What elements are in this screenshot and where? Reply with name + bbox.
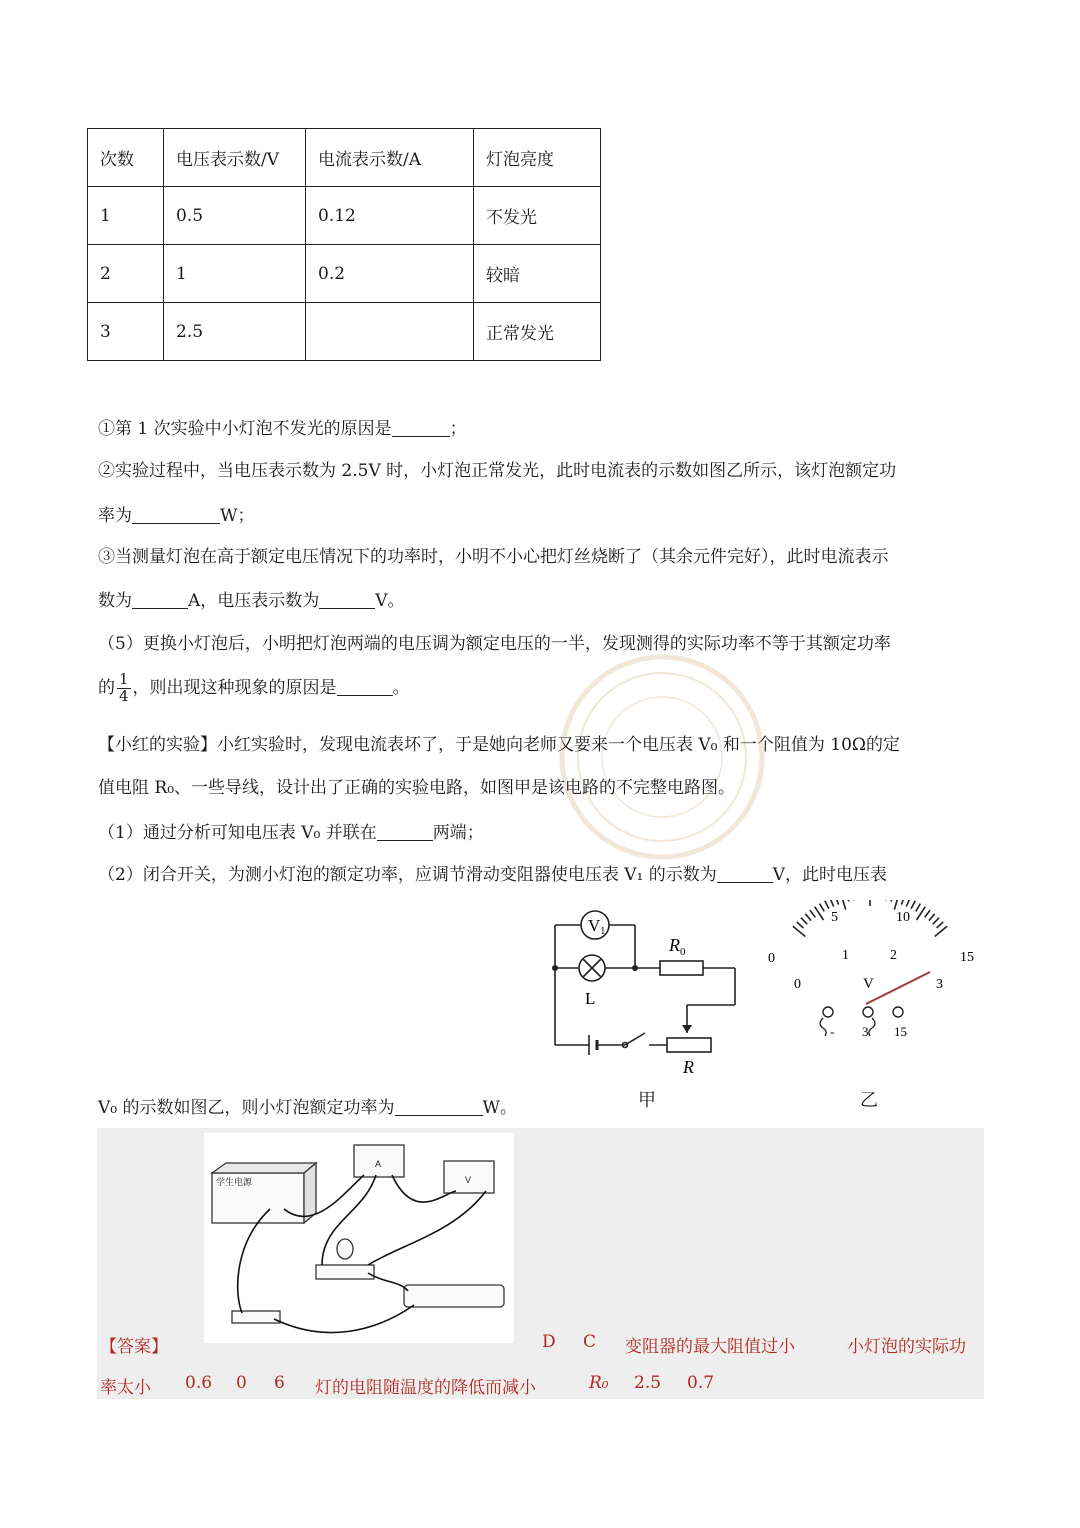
table-row [88,187,601,245]
question-text: ； [449,419,467,439]
dial-top-label: 10 [896,910,910,925]
table-cell: 3 [88,303,164,361]
answer-item: 0.6 [185,1373,213,1393]
dial-tick [906,900,910,907]
terminal-label: 15 [894,1024,907,1039]
circuit-diagram-jia [545,905,745,1080]
table-cell: 较暗 [474,245,601,303]
answer-section [97,1128,984,1399]
circuit-junction [552,965,558,971]
xiaohong-question-2-line-1 [98,866,887,884]
dial-tick [925,910,930,917]
table-row [88,245,601,303]
question-3-line-1 [98,549,889,566]
ammeter-letter: A [375,1159,382,1169]
dial-top-label: 0 [768,951,775,966]
voltmeter-letter: V [465,1175,472,1185]
watermark-seal [555,650,770,865]
answer-blank [337,679,393,696]
fraction-denominator: 4 [119,686,129,705]
answer-item: 0.7 [687,1373,715,1393]
question-text: ①第 1 次实验中小灯泡不发光的原因是 [98,419,392,439]
question-text: A，电压表示数为 [188,591,320,611]
answer-item: 2.5 [634,1373,662,1393]
dial-tick [894,900,899,910]
switch-lever [625,1033,645,1045]
question-5-line-2 [98,672,410,705]
table-header-cell: 电压表示数/V [164,129,306,187]
dial-tick [805,914,811,921]
rheostat-symbol [667,1038,711,1052]
table-cell: 不发光 [474,187,601,245]
question-text: V，此时电压表 [772,865,887,885]
dial-tick [841,900,846,910]
answer-blank [717,866,773,883]
question-text: 率为 [98,506,132,526]
figure-label-yi: 乙 [860,1090,878,1111]
answer-item: 率太小 [100,1378,151,1398]
terminal-wire [820,1018,826,1036]
figure-label-jia: 甲 [638,1090,656,1111]
question-text: ③当测量灯泡在高于额定电压情况下的功率时，小明不小心把灯丝烧断了（其余元件完好），此时电流表示 [98,547,889,567]
bulb [337,1239,353,1259]
switch-device [232,1311,280,1323]
fraction-numerator: 1 [119,670,129,688]
question-text: 的 [98,677,115,698]
data-table [87,128,601,361]
question-5-line-1 [98,636,891,653]
table-cell: 2.5 [164,303,306,361]
dial-tick [847,900,849,902]
xiaohong-intro-line-1 [98,737,900,754]
table-cell: 1 [164,245,306,303]
question-3-line-2 [98,592,405,610]
dial-tick-group [793,900,947,937]
question-1 [98,420,467,438]
table-cell: 0.2 [306,245,474,303]
lamp-label: L [585,989,596,1008]
dial-unit: V [863,976,874,992]
question-text: ，则出现这种现象的原因是 [132,677,337,698]
resistor-r0-symbol [660,961,703,975]
table-header-cell: 灯泡亮度 [474,129,601,187]
power-supply-top [212,1163,316,1173]
apparatus-photo [204,1133,514,1343]
dial-top-label: 5 [831,910,838,925]
lamp-base [316,1265,374,1279]
table-cell: 0.12 [306,187,474,245]
answer-item: D [542,1332,556,1352]
question-text: V₀ 的示数如图乙，则小灯泡额定功率为 [98,1098,395,1118]
question-text: （5）更换小灯泡后，小明把灯泡两端的电压调为额定电压的一半，发现测得的实际功率不等于其额定功率 [98,634,891,654]
question-text: W； [220,506,255,526]
dial-top-label: 15 [960,950,974,965]
dial-tick [825,901,829,909]
answer-blank [377,824,433,841]
answer-blank [392,420,450,437]
xiaohong-question-2-line-2 [98,1099,517,1117]
answer-item: 变阻器的最大阻值过小 [625,1337,795,1357]
rheostat-slider-arrow [682,1025,692,1033]
table-cell [306,303,474,361]
terminal-label: - [830,1024,835,1039]
question-2-line-1 [98,463,896,480]
question-text: （2）闭合开关，为测小灯泡的额定功率，应调节滑动变阻器使电压表 V₁ 的示数为 [98,865,717,885]
question-2-line-2 [98,507,254,525]
dial-tick [933,918,939,925]
answer-item: 0 [236,1373,247,1393]
table-cell: 正常发光 [474,303,601,361]
terminal-label: 3 [862,1024,869,1039]
dial-bottom-label: 1 [842,948,849,963]
dial-bottom-label: 2 [890,948,897,963]
dial-tick [801,918,807,925]
table-header-cell: 次数 [88,129,164,187]
table-row [88,303,601,361]
answer-item: 小灯泡的实际功 [847,1337,966,1357]
dial-tick [891,900,893,902]
power-supply-label: 学生电源 [216,1177,253,1187]
circuit-junction [632,965,638,971]
answer-item: C [583,1332,597,1352]
question-text: 。 [392,677,410,698]
answer-item: 6 [274,1373,285,1393]
voltmeter-dial-yi [760,900,980,1050]
dial-tick [937,922,944,928]
table-cell: 0.5 [164,187,306,245]
dial-bottom-label: 3 [936,977,943,992]
question-text: （1）通过分析可知电压表 V₀ 并联在 [98,823,377,843]
answer-blank [132,592,188,609]
table-cell: 1 [88,187,164,245]
question-text: ②实验过程中，当电压表示数为 2.5V 时，小灯泡正常发光，此时电流表的示数如图乙所示，该灯泡额定功 [98,461,897,481]
table-header-cell: 电流表示数/A [306,129,474,187]
terminal-3 [863,1007,873,1017]
question-text: V。 [375,591,405,611]
terminal-15 [893,1007,903,1017]
table-cell: 2 [88,245,164,303]
dial-tick [911,901,915,909]
terminal-negative [823,1007,833,1017]
table-header-row [88,129,601,187]
terminal-wire [869,1018,875,1036]
dial-tick [820,904,825,912]
answer-item: 灯的电阻随温度的降低而减小 [315,1378,536,1398]
dial-tick [929,914,935,921]
answer-item: R₀ [589,1373,609,1393]
voltmeter-v1-label: V1 [588,916,606,937]
question-text: 两端； [432,823,484,843]
rheostat-device [404,1285,504,1307]
answer-blank [132,507,220,524]
question-text: 【小红的实验】小红实验时，发现电流表坏了，于是她向老师又要来一个电压表 V₀ 和一个阻值为 10Ω的定 [98,735,901,755]
dial-tick [810,910,815,917]
question-text: 值电阻 R₀、一些导线，设计出了正确的实验电路，如图甲是该电路的不完整电路图。 [98,778,736,798]
dial-tick [916,904,921,912]
meter-needle [866,972,930,1004]
xiaohong-question-1 [98,824,484,842]
rheostat-label: R [683,1057,694,1077]
resistor-r0-label: $R_0$ [669,935,686,958]
fraction [117,672,131,705]
question-text: W。 [482,1098,517,1118]
dial-tick [830,900,834,907]
dial-tick [901,900,904,905]
xiaohong-intro-line-2 [98,780,735,797]
answer-blank [395,1099,483,1116]
answer-label: 【答案】 [100,1337,168,1357]
dial-bottom-label: 0 [794,977,801,992]
dial-tick [797,922,804,928]
dial-tick [836,900,839,905]
question-text: 数为 [98,591,132,611]
answer-blank [319,592,375,609]
